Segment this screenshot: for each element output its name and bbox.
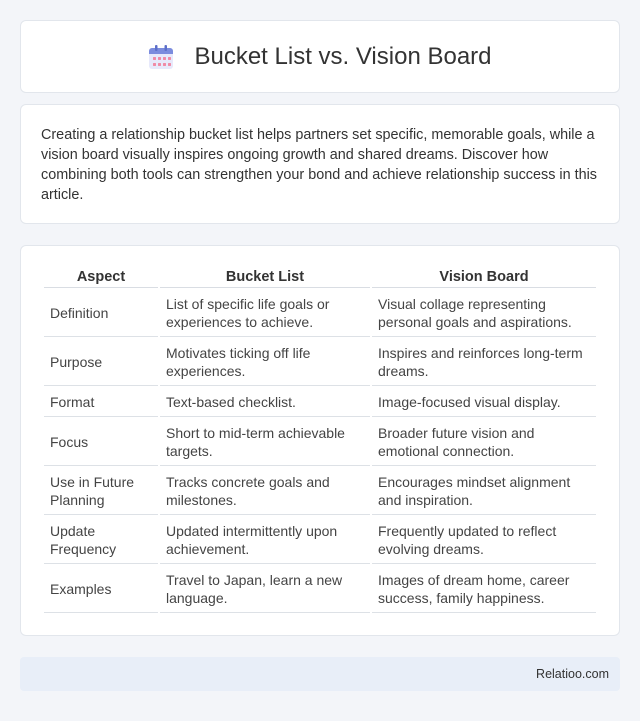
intro-paragraph: Creating a relationship bucket list helps partners set specific, memorable goals, while a vision board visually inspires ongoing growth and shared dreams. Discover how combining both tools can strengthen your bond and achieve relationship success in this article. [41,127,597,203]
cell-aspect: Definition [44,290,158,337]
table-row [44,517,596,564]
cell-aspect: Use in Future Planning [44,468,158,515]
table-row [44,290,596,337]
cell-vision-board: Image-focused visual display. [372,388,596,417]
cell-vision-board: Frequently updated to reflect evolving dreams. [372,517,596,564]
cell-vision-board: Visual collage representing personal goals and aspirations. [372,290,596,337]
cell-aspect: Format [44,388,158,417]
comparison-card [20,245,620,636]
cell-bucket-list: List of specific life goals or experiences to achieve. [160,290,370,337]
table-row [44,419,596,466]
cell-bucket-list: Text-based checklist. [160,388,370,417]
header-aspect: Aspect [44,268,158,288]
cell-vision-board: Broader future vision and emotional connection. [372,419,596,466]
table-row [44,468,596,515]
cell-vision-board: Inspires and reinforces long-term dreams. [372,339,596,386]
cell-aspect: Focus [44,419,158,466]
cell-bucket-list: Travel to Japan, learn a new language. [160,566,370,613]
cell-bucket-list: Updated intermittently upon achievement. [160,517,370,564]
calendar-icon [148,44,174,70]
comparison-table [42,266,598,615]
title-row [148,43,491,71]
cell-bucket-list: Short to mid-term achievable targets. [160,419,370,466]
table-row [44,388,596,417]
table-header-row [44,268,596,288]
cell-vision-board: Encourages mindset alignment and inspiration. [372,468,596,515]
cell-bucket-list: Tracks concrete goals and milestones. [160,468,370,515]
title-card [20,20,620,93]
cell-aspect: Examples [44,566,158,613]
header-vision-board: Vision Board [372,268,596,288]
cell-vision-board: Images of dream home, career success, family happiness. [372,566,596,613]
footer-brand: Relatioo.com [536,667,609,681]
cell-aspect: Purpose [44,339,158,386]
cell-aspect: Update Frequency [44,517,158,564]
page-title: Bucket List vs. Vision Board [194,42,492,70]
cell-bucket-list: Motivates ticking off life experiences. [160,339,370,386]
intro-card [20,104,620,224]
header-bucket-list: Bucket List [160,268,370,288]
table-row [44,339,596,386]
footer [20,657,620,691]
table-row [44,566,596,613]
